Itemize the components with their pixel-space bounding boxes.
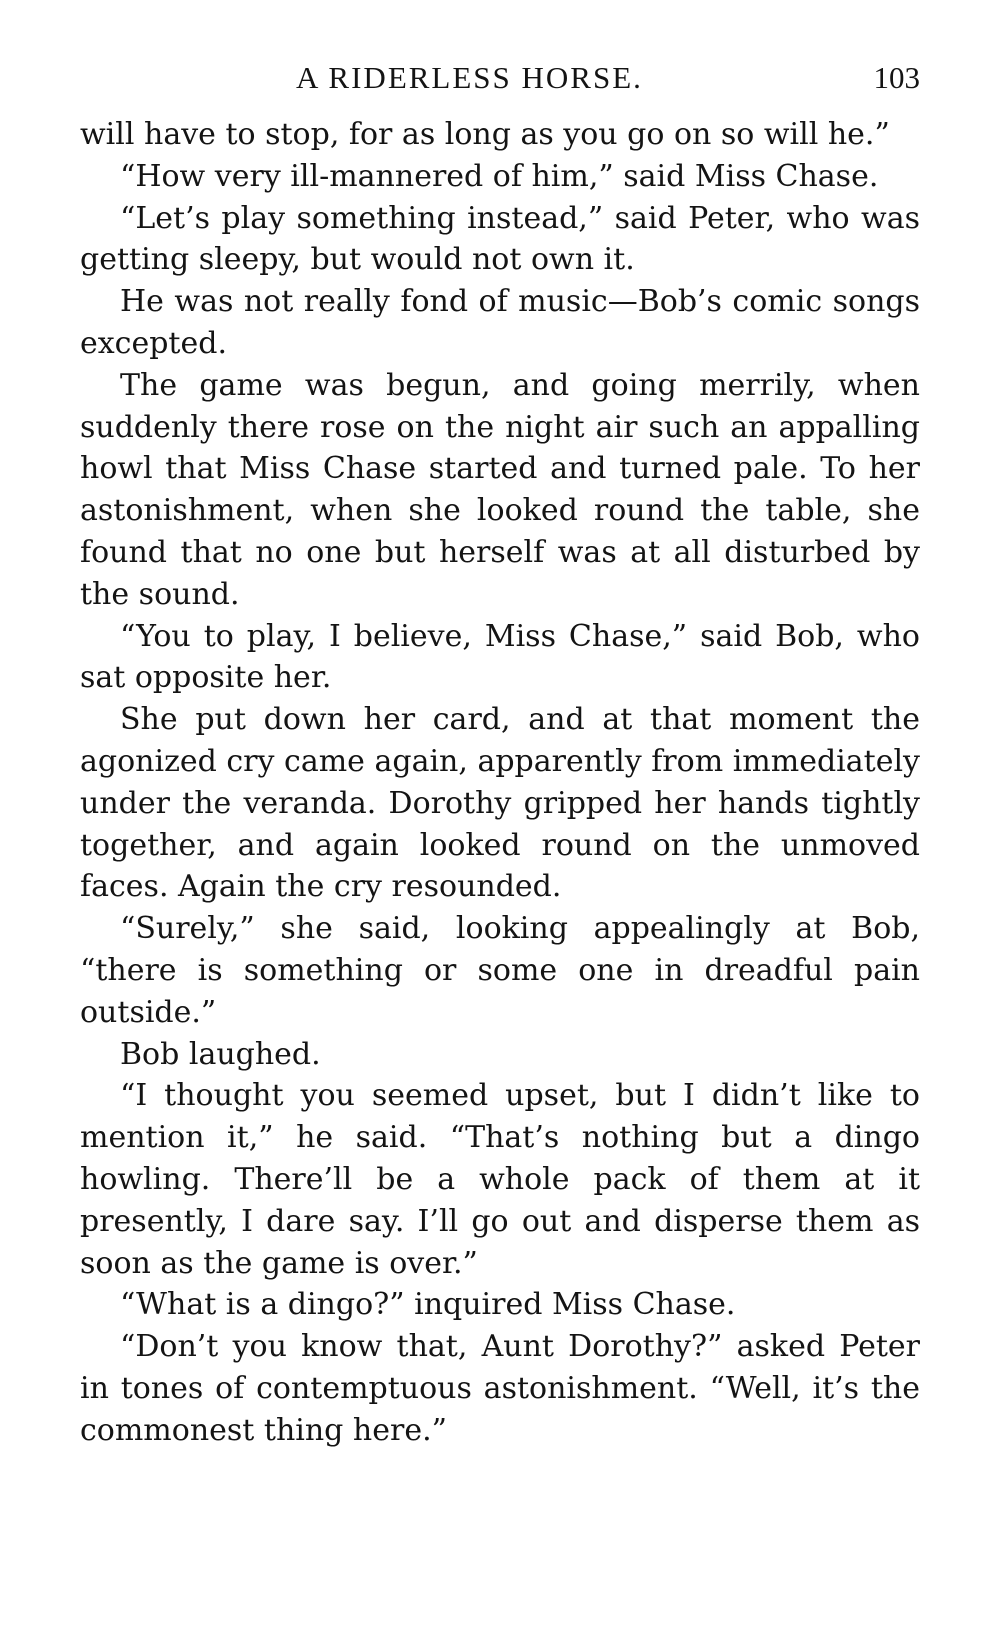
paragraph-continued: will have to stop, for as long as you go on so will he.” <box>80 117 890 152</box>
book-page <box>80 52 920 1452</box>
paragraph: “You to play, I believe, Miss Chase,” said Bob, who sat opposite her. <box>80 618 920 696</box>
paragraph: “I thought you seemed upset, but I didn’t like to mention it,” he said. “That’s nothing but a dingo howling. There’ll be a whole pack of them at it presently, I dare say. I’ll go out and disperse them as soon as the game is over.” <box>80 1078 920 1281</box>
paragraph: “What is a dingo?” inquired Miss Chase. <box>120 1287 736 1323</box>
paragraph: “How very ill-mannered of him,” said Miss Chase. <box>120 158 879 194</box>
paragraph: He was not really fond of music—Bob’s comic songs excepted. <box>80 284 920 361</box>
running-header <box>80 52 920 114</box>
page-number: 103 <box>873 60 920 95</box>
paragraph: “Surely,” she said, looking appealingly at Bob, “there is something or some one in dreadful pain outside.” <box>80 911 920 1030</box>
paragraph: The game was begun, and going merrily, when suddenly there rose on the night air such an appalling howl that Miss Chase started and turned pale. To her astonishment, when she looked round the table, she found that no one but herself was at all disturbed by the sound. <box>80 367 920 612</box>
running-title: A RIDERLESS HORSE. <box>296 60 643 95</box>
body-text <box>80 114 920 1452</box>
paragraph: She put down her card, and at that moment the agonized cry came again, apparently from immediately under the veranda. Dorothy gripped her hands tightly together, and again looked round on the unmoved faces. Again the cry resounded. <box>80 702 920 905</box>
paragraph: Bob laughed. <box>120 1036 321 1072</box>
paragraph: “Don’t you know that, Aunt Dorothy?” asked Peter in tones of contemptuous astonishment. “Well, it’s the commonest thing here.” <box>80 1329 920 1448</box>
paragraph: “Let’s play something instead,” said Peter, who was getting sleepy, but would not own it. <box>80 200 920 278</box>
